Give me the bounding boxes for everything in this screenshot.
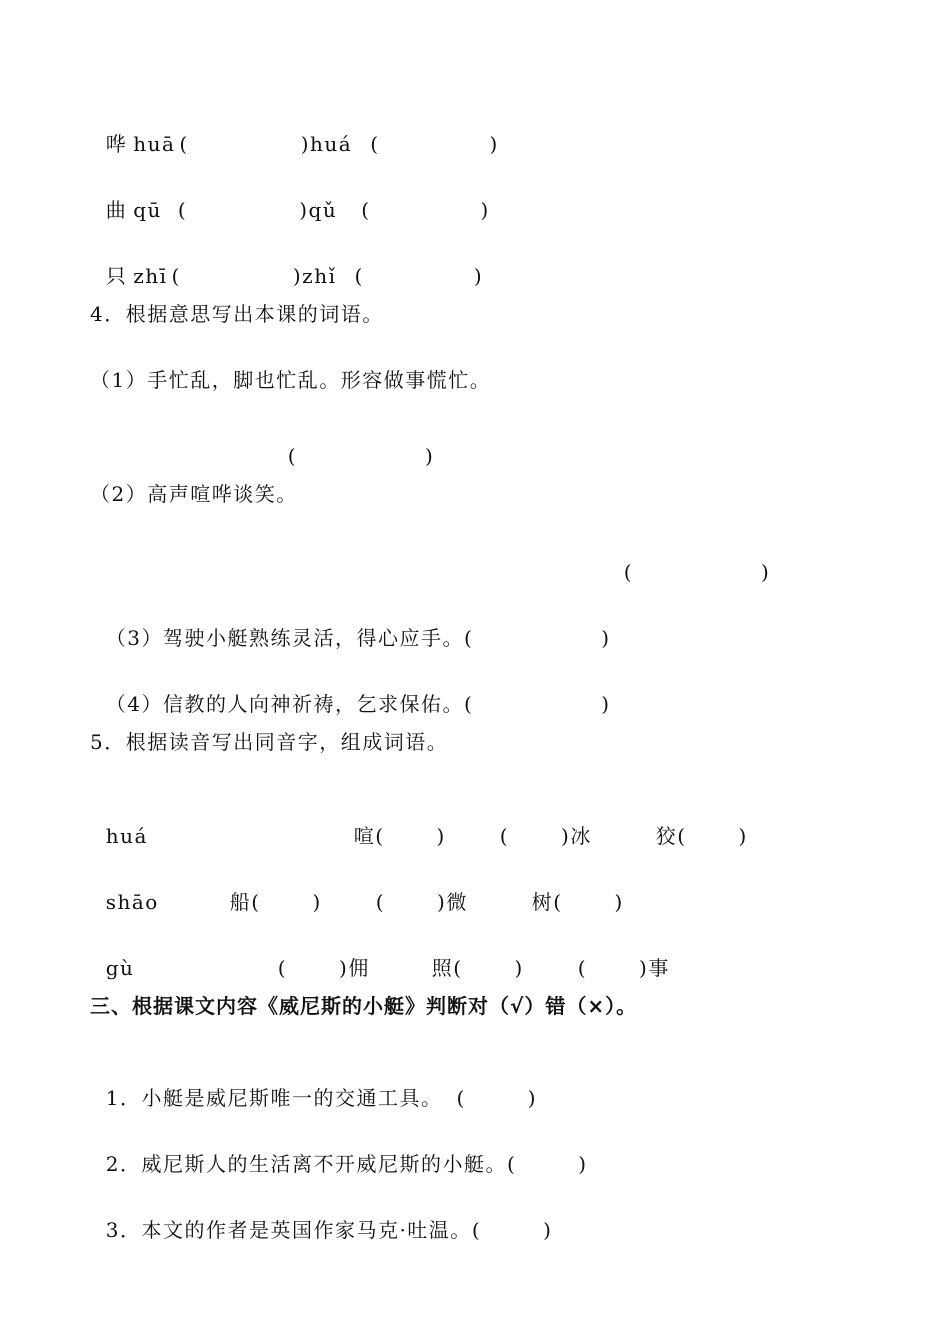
blank-open: ( (471, 1218, 482, 1242)
blank-open: ( (370, 132, 380, 156)
blank-open: ( (506, 1152, 517, 1176)
q4-item-1-blank (272, 414, 434, 470)
q5-word-3 (640, 794, 748, 850)
pinyin-1: zhī (133, 264, 168, 288)
pinyin-label: gù (105, 956, 135, 980)
pinyin-1: qū (133, 198, 162, 222)
blank-close: ) (339, 956, 349, 980)
blank-open: ( (171, 264, 181, 288)
given-char: 照 (431, 956, 454, 980)
polyphone-char: 只 (105, 264, 128, 288)
blank-close: ) (436, 824, 446, 848)
blank-close: ) (761, 560, 771, 584)
blank-open: ( (179, 132, 189, 156)
blank-open: ( (577, 956, 588, 980)
blank-open: ( (177, 198, 188, 222)
q5-row (90, 926, 134, 982)
q5-word-3 (516, 860, 624, 916)
blank-close: ) (292, 264, 303, 288)
blank-close: ) (527, 1086, 538, 1110)
s3-item-2-row (90, 1122, 588, 1178)
polyphone-row (90, 168, 490, 224)
blank-close: ) (437, 890, 447, 914)
q5-word-1 (338, 794, 446, 850)
polyphone-row (90, 234, 483, 290)
q4-item-4-row (90, 662, 611, 718)
s3-item-1-row (90, 1056, 537, 1112)
given-char: 事 (648, 956, 670, 980)
polyphone-row (90, 102, 499, 158)
pinyin-2: huá (310, 132, 353, 156)
given-char: 狡 (655, 824, 678, 848)
blank-close: ) (578, 1152, 588, 1176)
pinyin-label: shāo (105, 890, 159, 914)
blank-open: ( (499, 824, 510, 848)
q4-item-4: （4）信教的人向神祈祷，乞求保佑。 (105, 692, 464, 716)
blank-open: ( (375, 824, 385, 848)
s3-item-3-row (90, 1188, 552, 1244)
pinyin-1: huā (133, 132, 176, 156)
blank-close: ) (425, 444, 435, 468)
blank-close: ) (614, 890, 624, 914)
blank-open: ( (251, 890, 261, 914)
blank-open: ( (277, 956, 288, 980)
blank-close: ) (480, 198, 490, 222)
q4-item-2-blank (608, 530, 770, 586)
q5-word-2 (484, 794, 592, 850)
blank-close: ) (489, 132, 499, 156)
blank-close: ) (601, 626, 611, 650)
blank-open: ( (553, 890, 563, 914)
blank-close: ) (543, 1218, 553, 1242)
blank-open: ( (453, 956, 463, 980)
blank-close: ) (300, 132, 311, 156)
blank-open: ( (677, 824, 687, 848)
q5-row (90, 794, 148, 850)
blank-close: ) (738, 824, 748, 848)
given-char: 微 (446, 890, 468, 914)
q5-word-1 (214, 860, 322, 916)
q5-word-3 (562, 926, 670, 982)
q4-item-2: （2）高声喧哗谈笑。 (90, 482, 298, 506)
q5-title: 5．根据读音写出同音字，组成词语。 (90, 730, 449, 754)
q4-item-1: （1）手忙乱，脚也忙乱。形容做事慌忙。 (90, 368, 492, 392)
blank-close: ) (639, 956, 649, 980)
given-char: 冰 (570, 824, 592, 848)
blank-close: ) (473, 264, 484, 288)
s3-item-3: 3．本文的作者是英国作家马克·吐温。 (105, 1218, 472, 1242)
q4-title: 4．根据意思写出本课的词语。 (90, 302, 384, 326)
q5-word-1 (262, 926, 370, 982)
section3-title: 三、根据课文内容《威尼斯的小艇》判断对（√）错（×）。 (90, 994, 638, 1018)
given-char: 佣 (348, 956, 370, 980)
blank-close: ) (601, 692, 611, 716)
blank-open: ( (354, 264, 364, 288)
blank-open: ( (287, 444, 298, 468)
blank-open: ( (361, 198, 371, 222)
s3-item-1: 1．小艇是威尼斯唯一的交通工具。 (105, 1086, 443, 1110)
q5-word-2 (360, 860, 468, 916)
pinyin-label: huá (105, 824, 148, 848)
pinyin-2: qǔ (308, 198, 338, 222)
q4-item-3-row (90, 596, 611, 652)
polyphone-char: 曲 (105, 198, 128, 222)
q5-word-2 (416, 926, 524, 982)
blank-open: ( (463, 626, 474, 650)
s3-item-2: 2．威尼斯人的生活离不开威尼斯的小艇。 (105, 1152, 507, 1176)
blank-open: ( (463, 692, 474, 716)
blank-close: ) (312, 890, 322, 914)
blank-close: ) (561, 824, 571, 848)
blank-open: ( (456, 1086, 466, 1110)
q5-row (90, 860, 159, 916)
given-char: 船 (229, 890, 252, 914)
q4-item-3: （3）驾驶小艇熟练灵活，得心应手。 (105, 626, 464, 650)
blank-close: ) (514, 956, 524, 980)
blank-open: ( (623, 560, 634, 584)
blank-close: ) (299, 198, 309, 222)
given-char: 喧 (353, 824, 376, 848)
pinyin-2: zhǐ (302, 264, 337, 288)
polyphone-char: 哗 (105, 132, 128, 156)
given-char: 树 (531, 890, 554, 914)
blank-open: ( (375, 890, 386, 914)
